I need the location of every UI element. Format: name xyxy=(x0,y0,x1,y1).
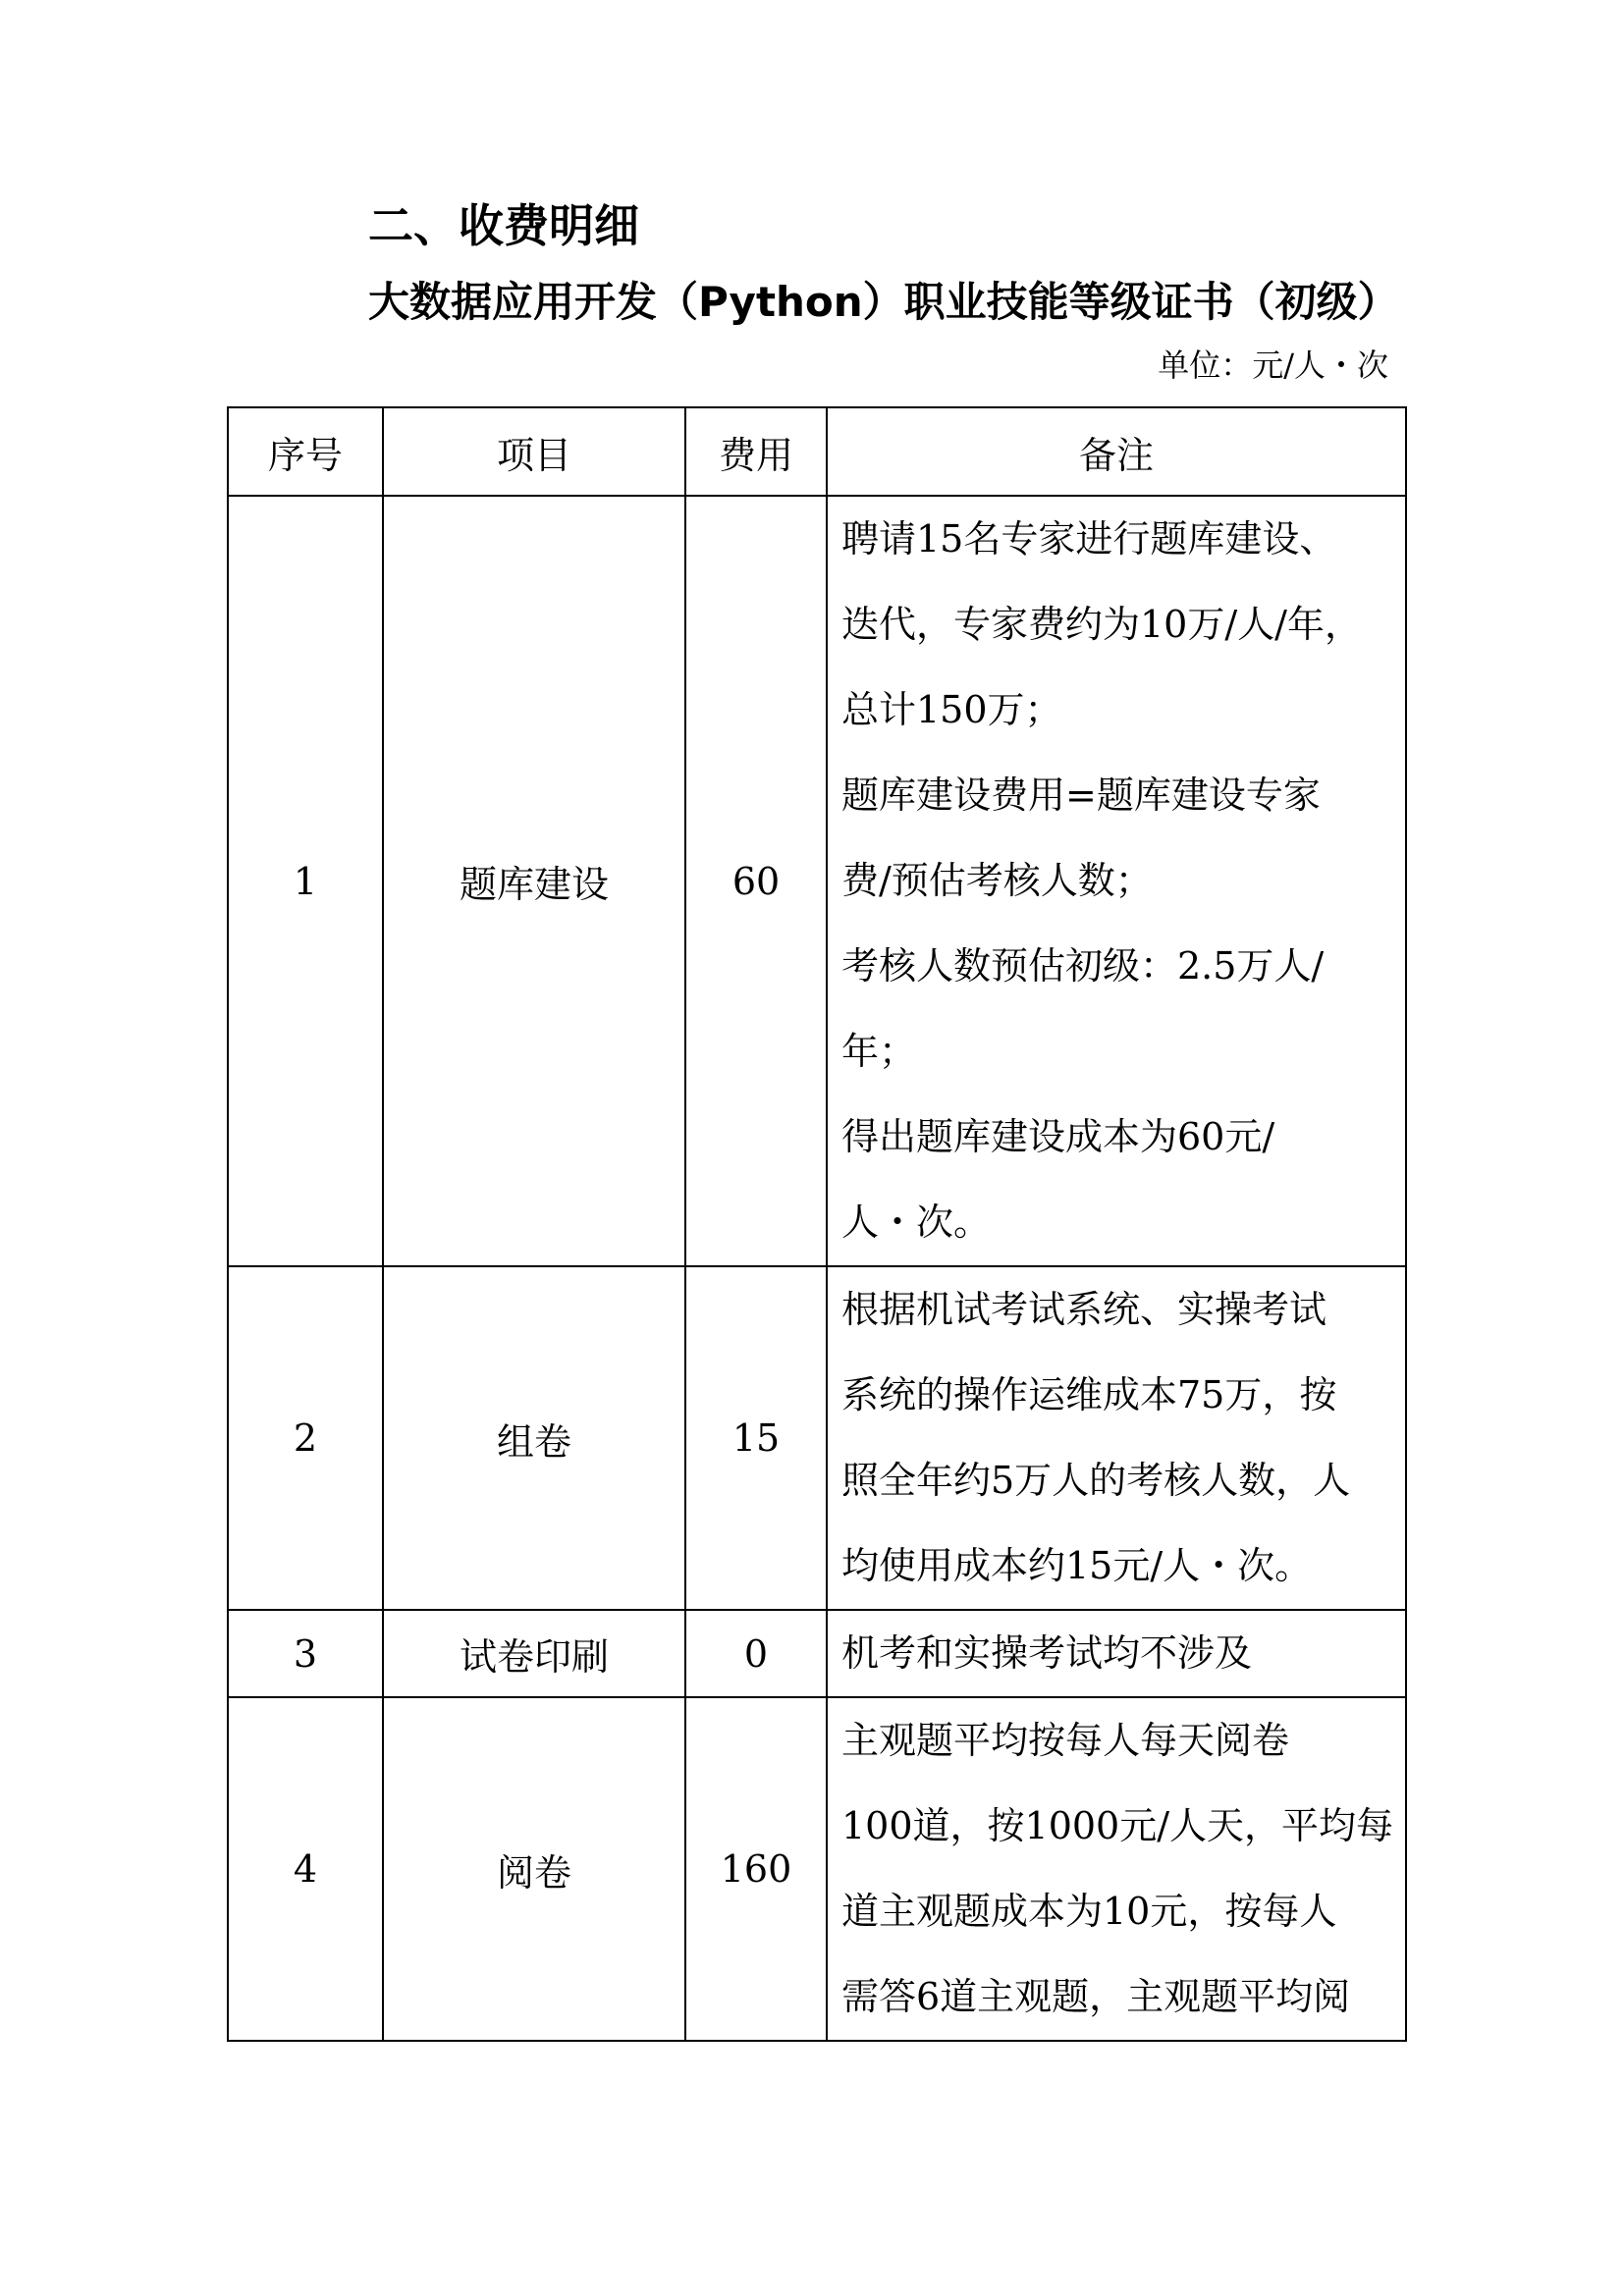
row-fee: 60 xyxy=(685,496,827,1266)
remark-line: 年； xyxy=(841,1030,917,1073)
row-fee: 0 xyxy=(685,1610,827,1697)
remark-line: 系统的操作运维成本75万，按 xyxy=(841,1373,1337,1416)
row-no: 3 xyxy=(228,1610,383,1697)
remark-line: 人・次。 xyxy=(841,1201,992,1244)
row-remark xyxy=(827,1266,1406,1610)
table-row xyxy=(228,1266,1406,1610)
row-item: 题库建设 xyxy=(383,496,685,1266)
row-remark xyxy=(827,496,1406,1266)
header-fee: 费用 xyxy=(685,407,827,496)
table-title: 大数据应用开发（Python）职业技能等级证书（初级） xyxy=(368,278,1399,326)
table-row xyxy=(228,1697,1406,2041)
header-no: 序号 xyxy=(228,407,383,496)
row-no: 1 xyxy=(228,496,383,1266)
remark-line: 需答6道主观题，主观题平均阅 xyxy=(841,1975,1351,2018)
remark-line: 总计150万； xyxy=(841,688,1062,731)
row-fee: 15 xyxy=(685,1266,827,1610)
remark-line: 根据机试考试系统、实操考试 xyxy=(841,1288,1327,1331)
remark-line: 聘请15名专家进行题库建设、 xyxy=(841,517,1337,561)
row-remark xyxy=(827,1610,1406,1697)
row-remark xyxy=(827,1697,1406,2041)
remark-line: 考核人数预估初级：2.5万人/ xyxy=(841,944,1325,988)
row-no: 4 xyxy=(228,1697,383,2041)
remark-line: 均使用成本约15元/人・次。 xyxy=(841,1544,1313,1587)
row-item: 组卷 xyxy=(383,1266,685,1610)
remark-line: 照全年约5万人的考核人数，人 xyxy=(841,1459,1351,1502)
remark-line: 道主观题成本为10元，按每人 xyxy=(841,1890,1337,1933)
unit-note: 单位：元/人・次 xyxy=(1158,347,1388,384)
remark-line: 迭代，专家费约为10万/人/年， xyxy=(841,603,1362,646)
section-title: 二、收费明细 xyxy=(368,199,639,252)
remark-line: 题库建设费用=题库建设专家 xyxy=(841,774,1321,817)
remark-line: 得出题库建设成本为60元/ xyxy=(841,1115,1275,1158)
row-fee: 160 xyxy=(685,1697,827,2041)
remark-line: 费/预估考核人数； xyxy=(841,859,1153,902)
remark-line: 主观题平均按每人每天阅卷 xyxy=(841,1719,1290,1762)
row-item: 阅卷 xyxy=(383,1697,685,2041)
remark-line: 机考和实操考试均不涉及 xyxy=(841,1631,1253,1675)
header-remark: 备注 xyxy=(827,407,1406,496)
header-item: 项目 xyxy=(383,407,685,496)
row-item: 试卷印刷 xyxy=(383,1610,685,1697)
table-row xyxy=(228,496,1406,1266)
row-no: 2 xyxy=(228,1266,383,1610)
remark-line: 100道，按1000元/人天，平均每 xyxy=(841,1804,1394,1847)
table-row xyxy=(228,1610,1406,1697)
fee-table xyxy=(227,406,1407,2042)
table-header-row xyxy=(228,407,1406,496)
